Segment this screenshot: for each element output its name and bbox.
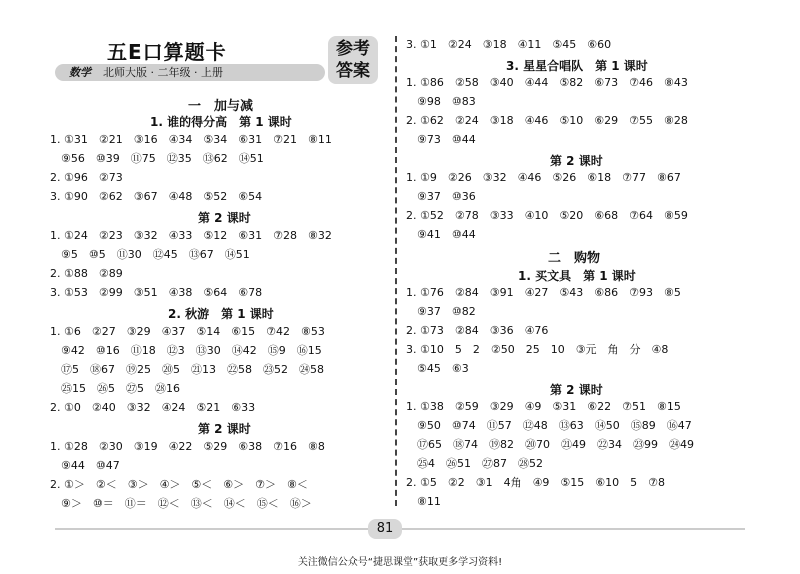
answer-line: ㉕4 ㉖51 ㉗87 ㉘52 xyxy=(406,457,543,470)
book-title: 五E口算题卡 xyxy=(107,40,227,64)
answer-line: ⑨44 ⑩47 xyxy=(50,459,120,472)
badge-line-2: 答案 xyxy=(336,61,370,81)
answer-line: 2. ①88 ②89 xyxy=(50,267,123,280)
lesson-heading: 第 2 课时 xyxy=(550,383,603,397)
answer-line: 1. ①38 ②59 ③29 ④9 ⑤31 ⑥22 ⑦51 ⑧15 xyxy=(406,400,681,413)
answer-line: ⑨＞ ⑩＝ ⑪＝ ⑫＜ ⑬＜ ⑭＜ ⑮＜ ⑯＞ xyxy=(50,497,312,510)
answer-line: ⑨98 ⑩83 xyxy=(406,95,476,108)
page-header xyxy=(55,36,390,86)
answer-key-badge xyxy=(328,36,378,84)
badge-line-1: 参考 xyxy=(336,39,370,59)
answer-line: 2. ①52 ②78 ③33 ④10 ⑤20 ⑥68 ⑦64 ⑧59 xyxy=(406,209,688,222)
answer-line: ⑰5 ⑱67 ⑲25 ⑳5 ㉑13 ㉒58 ㉓52 ㉔58 xyxy=(50,363,324,376)
chapter-heading: 二 购物 xyxy=(548,251,601,266)
answer-line: 3. ①1 ②24 ③18 ④11 ⑤45 ⑥60 xyxy=(406,38,612,51)
answer-line: ⑨73 ⑩44 xyxy=(406,133,476,146)
answer-line: ⑧11 xyxy=(406,495,441,508)
answer-line: 1. ①28 ②30 ③19 ④22 ⑤29 ⑥38 ⑦16 ⑧8 xyxy=(50,440,325,453)
answer-line: ⑨5 ⑩5 ⑪30 ⑫45 ⑬67 ⑭51 xyxy=(50,248,250,261)
answer-line: 1. ①86 ②58 ③40 ④44 ⑤82 ⑥73 ⑦46 ⑧43 xyxy=(406,76,688,89)
answer-line: 1. ①31 ②21 ③16 ④34 ⑤34 ⑥31 ⑦21 ⑧11 xyxy=(50,133,332,146)
answer-line: ⑨37 ⑩82 xyxy=(406,305,476,318)
answer-line: ㉕15 ㉖5 ㉗5 ㉘16 xyxy=(50,382,180,395)
answer-line: ⑨37 ⑩36 xyxy=(406,190,476,203)
lesson-heading: 第 2 课时 xyxy=(550,154,603,168)
answer-line: 3. ①53 ②99 ③51 ④38 ⑤64 ⑥78 xyxy=(50,286,263,299)
page-number: 81 xyxy=(368,519,402,539)
lesson-heading: 第 2 课时 xyxy=(198,422,251,436)
edition-bar xyxy=(55,64,325,81)
answer-line: 3. ①10 5 2 ②50 25 10 ③元 角 分 ④8 xyxy=(406,343,669,356)
answer-line: 2. ①5 ②2 ③1 4角 ④9 ⑤15 ⑥10 5 ⑦8 xyxy=(406,476,666,489)
answer-line: 1. ①76 ②84 ③91 ④27 ⑤43 ⑥86 ⑦93 ⑧5 xyxy=(406,286,681,299)
answer-line: 2. ①0 ②40 ③32 ④24 ⑤21 ⑥33 xyxy=(50,401,256,414)
answer-line: ⑤45 ⑥3 xyxy=(406,362,469,375)
column-divider xyxy=(395,36,397,506)
answer-line: ⑨42 ⑩16 ⑪18 ⑫3 ⑬30 ⑭42 ⑮9 ⑯15 xyxy=(50,344,322,357)
edition-label: 北师大版 · 二年级 · 上册 xyxy=(103,66,223,79)
answer-line: ⑰65 ⑱74 ⑲82 ⑳70 ㉑49 ㉒34 ㉓99 ㉔49 xyxy=(406,438,694,451)
answer-line: 2. ①73 ②84 ③36 ④76 xyxy=(406,324,549,337)
answer-line: ⑨56 ⑩39 ⑪75 ⑫35 ⑬62 ⑭51 xyxy=(50,152,264,165)
answer-line: 2. ①＞ ②＜ ③＞ ④＞ ⑤＜ ⑥＞ ⑦＞ ⑧＜ xyxy=(50,478,308,491)
answer-line: ⑨50 ⑩74 ⑪57 ⑫48 ⑬63 ⑭50 ⑮89 ⑯47 xyxy=(406,419,692,432)
lesson-heading: 2. 秋游 第 1 课时 xyxy=(168,307,274,321)
lesson-heading: 1. 谁的得分高 第 1 课时 xyxy=(150,115,292,129)
answer-line: 3. ①90 ②62 ③67 ④48 ⑤52 ⑥54 xyxy=(50,190,263,203)
answer-line: 1. ①6 ②27 ③29 ④37 ⑤14 ⑥15 ⑦42 ⑧53 xyxy=(50,325,325,338)
lesson-heading: 1. 买文具 第 1 课时 xyxy=(518,269,636,283)
chapter-heading: 一 加与减 xyxy=(188,99,254,114)
answer-line: 1. ①24 ②23 ③32 ④33 ⑤12 ⑥31 ⑦28 ⑧32 xyxy=(50,229,332,242)
subject-label: 数学 xyxy=(69,66,91,79)
lesson-heading: 第 2 课时 xyxy=(198,211,251,225)
answer-line: 2. ①62 ②24 ③18 ④46 ⑤10 ⑥29 ⑦55 ⑧28 xyxy=(406,114,688,127)
footer-note: 关注微信公众号“捷思课堂”获取更多学习资料! xyxy=(297,557,503,568)
answer-line: 2. ①96 ②73 xyxy=(50,171,123,184)
lesson-heading: 3. 星星合唱队 第 1 课时 xyxy=(506,59,648,73)
answer-line: ⑨41 ⑩44 xyxy=(406,228,476,241)
answer-line: 1. ①9 ②26 ③32 ④46 ⑤26 ⑥18 ⑦77 ⑧67 xyxy=(406,171,681,184)
